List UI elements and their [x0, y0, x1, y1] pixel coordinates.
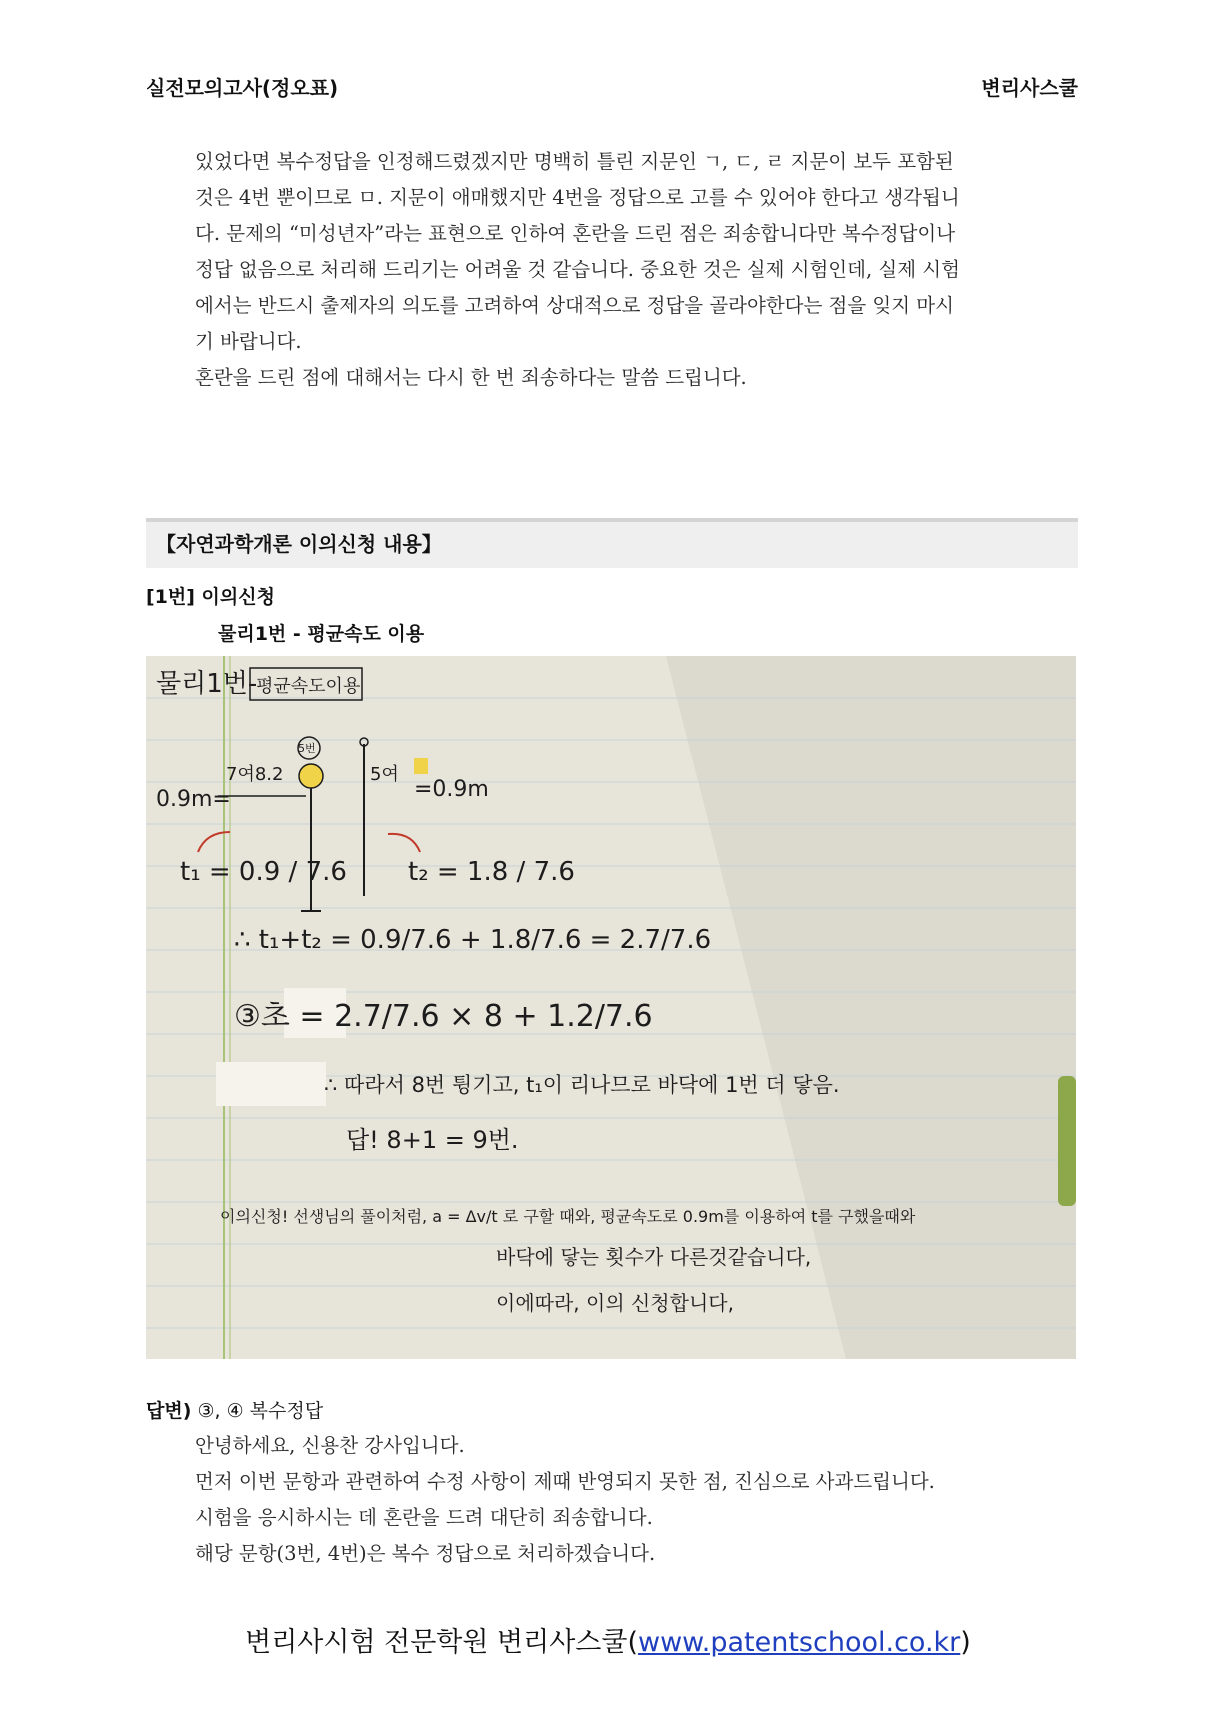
section-title: 【자연과학개론 이의신청 내용】	[146, 518, 1078, 568]
hw-t2-eq: t₂ = 1.8 / 7.6	[408, 857, 575, 887]
hw-whiteout-2	[216, 1062, 326, 1106]
answer-line: 안녕하세요, 신용찬 강사입니다.	[195, 1434, 465, 1457]
answer-choices: ③, ④ 복수정답	[197, 1400, 324, 1422]
hw-title: 물리1번-	[156, 669, 258, 699]
hw-right-note: 5여	[370, 764, 399, 785]
hw-highlight	[414, 758, 428, 774]
intro-line: 있었다면 복수정답을 인정해드렸겠지만 명백히 틀린 지문인 ㄱ, ㄷ, ㄹ 지문이 보두 포함된	[195, 150, 954, 173]
hw-objection-2: 바닥에 닿는 횟수가 다른것같습니다,	[496, 1245, 812, 1269]
answer-body	[195, 1428, 1075, 1572]
intro-line: 기 바랍니다.	[195, 330, 302, 353]
footer-text: 변리사시험 전문학원 변리사스쿨(	[245, 1627, 638, 1658]
question-label: [1번] 이의신청	[146, 586, 275, 608]
hw-t1-eq: t₁ = 0.9 / 7.6	[180, 857, 347, 887]
hw-boxed: 평균속도이용	[256, 676, 361, 697]
answer-line: 시험을 응시하시는 데 혼란을 드려 대단히 죄송합니다.	[195, 1506, 653, 1529]
handwritten-photo	[146, 656, 1076, 1359]
hw-left-height: 0.9m=	[156, 787, 231, 812]
intro-line: 것은 4번 뿐이므로 ㅁ. 지문이 애매했지만 4번을 정답으로 고를 수 있어야 한다고 생각됩니	[195, 186, 960, 209]
intro-paragraph	[195, 144, 1075, 396]
answer-heading	[146, 1396, 323, 1423]
page-tab	[1058, 1076, 1076, 1206]
header-title: 실전모의고사(정오표)	[146, 76, 339, 100]
hw-top-mark: 5번	[298, 742, 316, 755]
hw-sum-eq: ∴ t₁+t₂ = 0.9/7.6 + 1.8/7.6 = 2.7/7.6	[234, 925, 712, 955]
intro-line: 에서는 반드시 출제자의 의도를 고려하여 상대적으로 정답을 골라야한다는 점을 잊지 마시	[195, 294, 954, 317]
hw-ball-left	[299, 764, 323, 788]
hw-three-eq: ③초 = 2.7/7.6 × 8 + 1.2/7.6	[234, 999, 653, 1034]
intro-line: 혼란을 드린 점에 대해서는 다시 한 번 죄송하다는 말씀 드립니다.	[195, 366, 747, 389]
hw-right-height: =0.9m	[414, 777, 489, 802]
hw-answer: 답! 8+1 = 9번.	[346, 1126, 519, 1154]
answer-label: 답변)	[146, 1400, 192, 1422]
footer	[0, 1620, 1216, 1659]
notebook-page-drawing	[146, 656, 1076, 1359]
intro-line: 정답 없음으로 처리해 드리기는 어려울 것 같습니다. 중요한 것은 실제 시험인데, 실제 시험	[195, 258, 960, 281]
hw-objection-3: 이에따라, 이의 신청합니다,	[496, 1291, 734, 1315]
hw-left-note: 7여8.2	[226, 764, 284, 785]
footer-link[interactable]: www.patentschool.co.kr	[638, 1627, 961, 1658]
header-brand: 변리사스쿨	[981, 76, 1078, 100]
footer-close: )	[960, 1627, 971, 1658]
intro-line: 다. 문제의 “미성년자”라는 표현으로 인하여 혼란을 드린 점은 죄송합니다만 복수정답이나	[195, 222, 956, 245]
answer-line: 해당 문항(3번, 4번)은 복수 정답으로 처리하겠습니다.	[195, 1542, 656, 1565]
question-subtitle: 물리1번 - 평균속도 이용	[218, 623, 425, 645]
answer-line: 먼저 이번 문항과 관련하여 수정 사항이 제때 반영되지 못한 점, 진심으로 사과드립니다.	[195, 1470, 935, 1493]
hw-objection-1: 이의신청! 선생님의 풀이처럼, a = Δv/t 로 구할 때와, 평균속도로 0.9m를 이용하여 t를 구했을때와	[220, 1207, 916, 1226]
hw-conclusion: ∴ 따라서 8번 튕기고, t₁이 리나므로 바닥에 1번 더 닿음.	[324, 1073, 840, 1097]
